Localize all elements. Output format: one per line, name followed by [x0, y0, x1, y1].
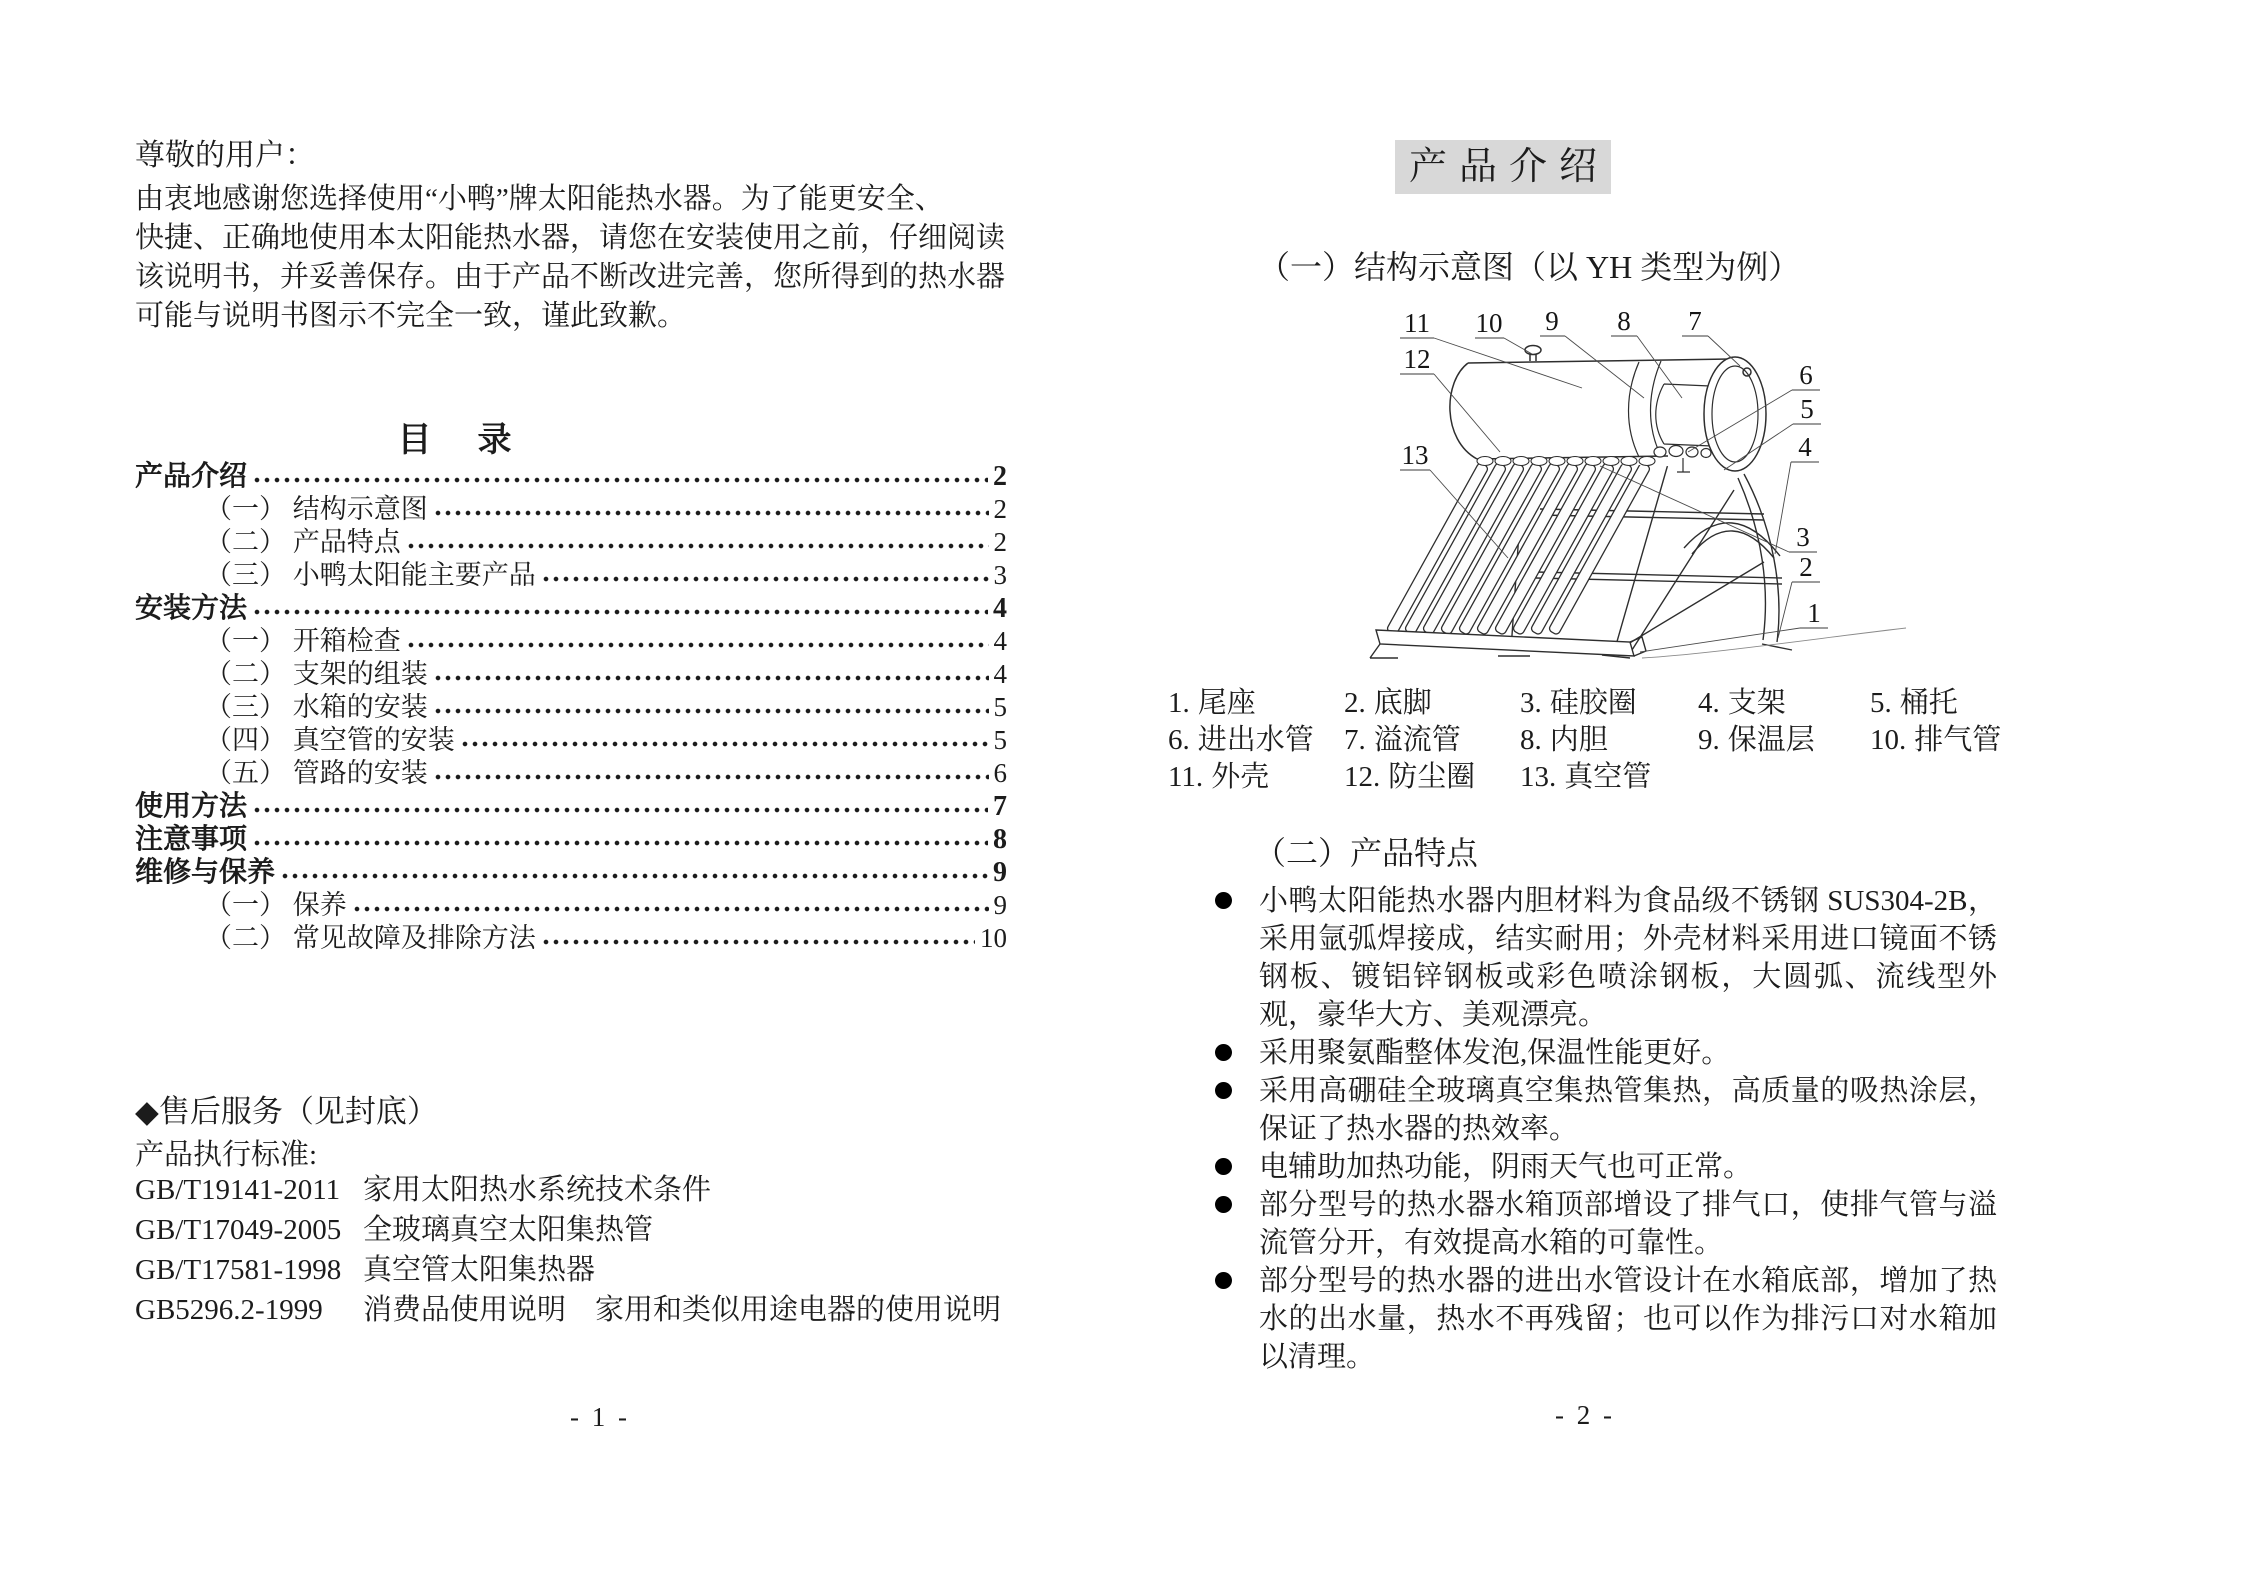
toc-row	[135, 691, 1007, 724]
feature-text: 采用聚氨酯整体发泡,保温性能更好。	[1259, 1037, 1731, 1069]
callout-3: 3	[1796, 522, 1810, 552]
toc-page-number: 6	[993, 758, 1007, 788]
toc-entry-label: 产品介绍	[135, 461, 248, 492]
legend-number: 1.	[1168, 687, 1190, 719]
feature-item	[1215, 1072, 1997, 1148]
legend-item	[1698, 688, 1870, 718]
toc-row	[135, 889, 1007, 922]
toc-row	[135, 856, 1007, 889]
legend-label: 排气管	[1914, 724, 2002, 756]
standard-code: GB/T17581-1998	[135, 1254, 342, 1286]
toc-entry-label: （二） 产品特点	[205, 527, 401, 557]
toc-title: 目 录	[397, 422, 518, 459]
section-features-title: （二）产品特点	[1254, 835, 1479, 871]
callout-4: 4	[1798, 432, 1812, 462]
legend-label: 真空管	[1564, 761, 1652, 793]
structure-diagram	[1240, 306, 1920, 696]
toc-page-number: 3	[993, 560, 1007, 590]
legend-number: 2.	[1344, 687, 1366, 719]
standards-list	[135, 1170, 1015, 1330]
feature-item	[1215, 1034, 1997, 1072]
toc-dot-leader	[433, 691, 989, 724]
legend-number: 12.	[1344, 761, 1381, 793]
toc-page-number: 10	[980, 923, 1007, 953]
standard-name: 家用太阳热水系统技术条件	[363, 1174, 712, 1206]
toc-row	[135, 790, 1007, 823]
legend-item	[1520, 762, 1698, 792]
bullet-icon	[1215, 1082, 1232, 1099]
manual-page-2	[1140, 140, 2020, 1540]
standard-name: 全玻璃真空太阳集热管	[363, 1214, 654, 1246]
standard-row	[135, 1250, 1015, 1290]
standard-code: GB5296.2-1999	[135, 1294, 323, 1326]
toc-dot-leader	[252, 592, 988, 625]
page2-footer: - 2 -	[1555, 1400, 1615, 1430]
callout-12: 12	[1403, 344, 1431, 374]
intro-paragraph	[135, 180, 1015, 336]
standard-name: 真空管太阳集热器	[363, 1254, 596, 1286]
toc-entry-label: （一） 开箱检查	[205, 626, 401, 656]
page1-footer: - 1 -	[570, 1402, 630, 1432]
toc-entry-label: 使用方法	[135, 791, 248, 822]
toc-dot-leader	[280, 856, 988, 889]
legend-number: 10.	[1870, 724, 1907, 756]
toc-page-number: 7	[993, 791, 1007, 822]
legend-number: 3.	[1520, 687, 1542, 719]
table-of-contents	[135, 460, 1007, 955]
toc-entry-label: （二） 常见故障及排除方法	[205, 923, 536, 953]
legend-label: 外壳	[1211, 761, 1270, 793]
legend-label: 尾座	[1197, 687, 1256, 719]
legend-label: 底脚	[1373, 687, 1432, 719]
toc-page-number: 9	[993, 890, 1007, 920]
feature-text: 小鸭太阳能热水器内胆材料为食品级不锈钢 SUS304-2B，采用氩弧焊接成，结实耐用；外壳材料采用进口镜面不锈钢板、镀铝锌钢板或彩色喷涂钢板，大圆弧、流线型外观，豪华大方、美观漂亮。	[1259, 885, 1997, 1031]
toc-page-number: 5	[993, 725, 1007, 755]
features-list	[1215, 882, 1997, 1376]
feature-text: 电辅助加热功能，阴雨天气也可正常。	[1259, 1151, 1753, 1183]
toc-page-number: 9	[993, 857, 1007, 888]
legend-item	[1344, 725, 1520, 755]
after-sale-note: ◆售后服务（见封底）	[135, 1094, 438, 1129]
feature-item	[1215, 882, 1997, 1034]
toc-dot-leader	[406, 526, 989, 559]
toc-dot-leader	[406, 625, 989, 658]
legend-item	[1344, 762, 1520, 792]
toc-dot-leader	[460, 724, 989, 757]
toc-page-number: 4	[993, 593, 1007, 624]
toc-row	[135, 757, 1007, 790]
toc-dot-leader	[541, 922, 975, 955]
standard-row	[135, 1170, 1015, 1210]
legend-item	[1870, 688, 2001, 718]
toc-page-number: 8	[993, 824, 1007, 855]
legend-label: 硅胶圈	[1549, 687, 1637, 719]
callout-13: 13	[1401, 440, 1429, 470]
legend-label: 内胆	[1549, 724, 1608, 756]
legend-number: 8.	[1520, 724, 1542, 756]
feature-text: 采用高硼硅全玻璃真空集热管集热，高质量的吸热涂层，保证了热水器的热效率。	[1259, 1075, 1997, 1145]
standard-row	[135, 1210, 1015, 1250]
intro-line: 快捷、正确地使用本太阳能热水器，请您在安装使用之前，仔细阅读	[135, 222, 1006, 254]
water-tank	[1450, 346, 1766, 473]
legend-label: 防尘圈	[1388, 761, 1476, 793]
feature-item	[1215, 1148, 1997, 1186]
legend-number: 4.	[1698, 687, 1720, 719]
toc-row	[135, 922, 1007, 955]
toc-row	[135, 493, 1007, 526]
feature-item	[1215, 1262, 1997, 1376]
legend-item	[1698, 725, 1870, 755]
callout-10: 10	[1475, 308, 1503, 338]
manual-page-1	[135, 108, 1035, 1528]
toc-page-number: 4	[993, 626, 1007, 656]
standard-code: GB/T19141-2011	[135, 1174, 341, 1206]
standards-title: 产品执行标准:	[135, 1139, 318, 1171]
callout-9: 9	[1545, 306, 1559, 336]
toc-page-number: 2	[993, 527, 1007, 557]
legend-label: 进出水管	[1197, 724, 1314, 756]
bullet-icon	[1215, 1272, 1232, 1289]
legend-item	[1168, 762, 1344, 792]
bullet-icon	[1215, 1196, 1232, 1213]
feature-text: 部分型号的热水器水箱顶部增设了排气口，使排气管与溢流管分开，有效提高水箱的可靠性。	[1259, 1189, 1997, 1259]
toc-row	[135, 460, 1007, 493]
toc-row	[135, 526, 1007, 559]
toc-dot-leader	[433, 757, 989, 790]
toc-row	[135, 724, 1007, 757]
standard-name: 消费品使用说明 家用和类似用途电器的使用说明	[363, 1294, 1002, 1326]
product-intro-title: 产品介绍	[1395, 140, 1611, 194]
diagram-legend	[1168, 687, 2002, 793]
callout-8: 8	[1617, 306, 1631, 336]
toc-row	[135, 658, 1007, 691]
toc-row	[135, 823, 1007, 856]
toc-entry-label: （一） 结构示意图	[205, 494, 428, 524]
legend-label: 溢流管	[1373, 724, 1461, 756]
legend-number: 6.	[1168, 724, 1190, 756]
toc-dot-leader	[252, 823, 988, 856]
toc-entry-label: （三） 小鸭太阳能主要产品	[205, 560, 536, 590]
callout-1: 1	[1807, 598, 1821, 628]
legend-item	[1168, 725, 1344, 755]
standard-row	[135, 1290, 1015, 1330]
toc-entry-label: 注意事项	[135, 824, 248, 855]
legend-number: 13.	[1520, 761, 1557, 793]
legend-label: 桶托	[1899, 687, 1958, 719]
legend-number: 7.	[1344, 724, 1366, 756]
callout-6: 6	[1799, 360, 1813, 390]
legend-item	[1520, 725, 1698, 755]
toc-row	[135, 625, 1007, 658]
legend-item	[1168, 688, 1344, 718]
section-structure-title: （一）结构示意图（以 YH 类型为例）	[1258, 249, 1801, 285]
bullet-icon	[1215, 892, 1232, 909]
toc-page-number: 2	[993, 461, 1007, 492]
standard-code: GB/T17049-2005	[135, 1214, 342, 1246]
legend-item	[1520, 688, 1698, 718]
toc-page-number: 5	[993, 692, 1007, 722]
toc-dot-leader	[252, 790, 988, 823]
legend-label: 支架	[1727, 687, 1786, 719]
toc-dot-leader	[252, 460, 988, 493]
toc-dot-leader	[352, 889, 989, 922]
tube-rail	[1370, 630, 1646, 658]
toc-row	[135, 559, 1007, 592]
intro-line: 该说明书，并妥善保存。由于产品不断改进完善，您所得到的热水器	[135, 261, 1006, 293]
toc-dot-leader	[433, 658, 989, 691]
legend-number: 11.	[1168, 761, 1204, 793]
intro-line: 由衷地感谢您选择使用“小鸭”牌太阳能热水器。为了能更安全、	[135, 183, 944, 215]
toc-page-number: 2	[993, 494, 1007, 524]
toc-entry-label: 安装方法	[135, 593, 248, 624]
legend-number: 5.	[1870, 687, 1892, 719]
toc-entry-label: 维修与保养	[135, 857, 276, 888]
toc-page-number: 4	[993, 659, 1007, 689]
bullet-icon	[1215, 1044, 1232, 1061]
feature-text: 部分型号的热水器的进出水管设计在水箱底部，增加了热水的出水量，热水不再残留；也可以作为排污口对水箱加以清理。	[1259, 1265, 1997, 1373]
toc-entry-label: （三） 水箱的安装	[205, 692, 428, 722]
intro-line: 可能与说明书图示不完全一致，谨此致歉。	[135, 300, 687, 332]
toc-entry-label: （五） 管路的安装	[205, 758, 428, 788]
legend-label: 保温层	[1727, 724, 1815, 756]
greeting: 尊敬的用户：	[135, 139, 315, 172]
toc-row	[135, 592, 1007, 625]
toc-dot-leader	[433, 493, 989, 526]
callout-11: 11	[1404, 308, 1430, 338]
toc-entry-label: （一） 保养	[205, 890, 347, 920]
toc-entry-label: （二） 支架的组装	[205, 659, 428, 689]
feature-item	[1215, 1186, 1997, 1262]
callout-2: 2	[1799, 552, 1813, 582]
legend-item	[1344, 688, 1520, 718]
product-intro-title-wrap	[1140, 140, 1866, 194]
callout-7: 7	[1688, 306, 1702, 336]
legend-item	[1870, 725, 2001, 755]
toc-entry-label: （四） 真空管的安装	[205, 725, 455, 755]
callout-5: 5	[1800, 394, 1814, 424]
bullet-icon	[1215, 1158, 1232, 1175]
legend-number: 9.	[1698, 724, 1720, 756]
toc-dot-leader	[541, 559, 989, 592]
